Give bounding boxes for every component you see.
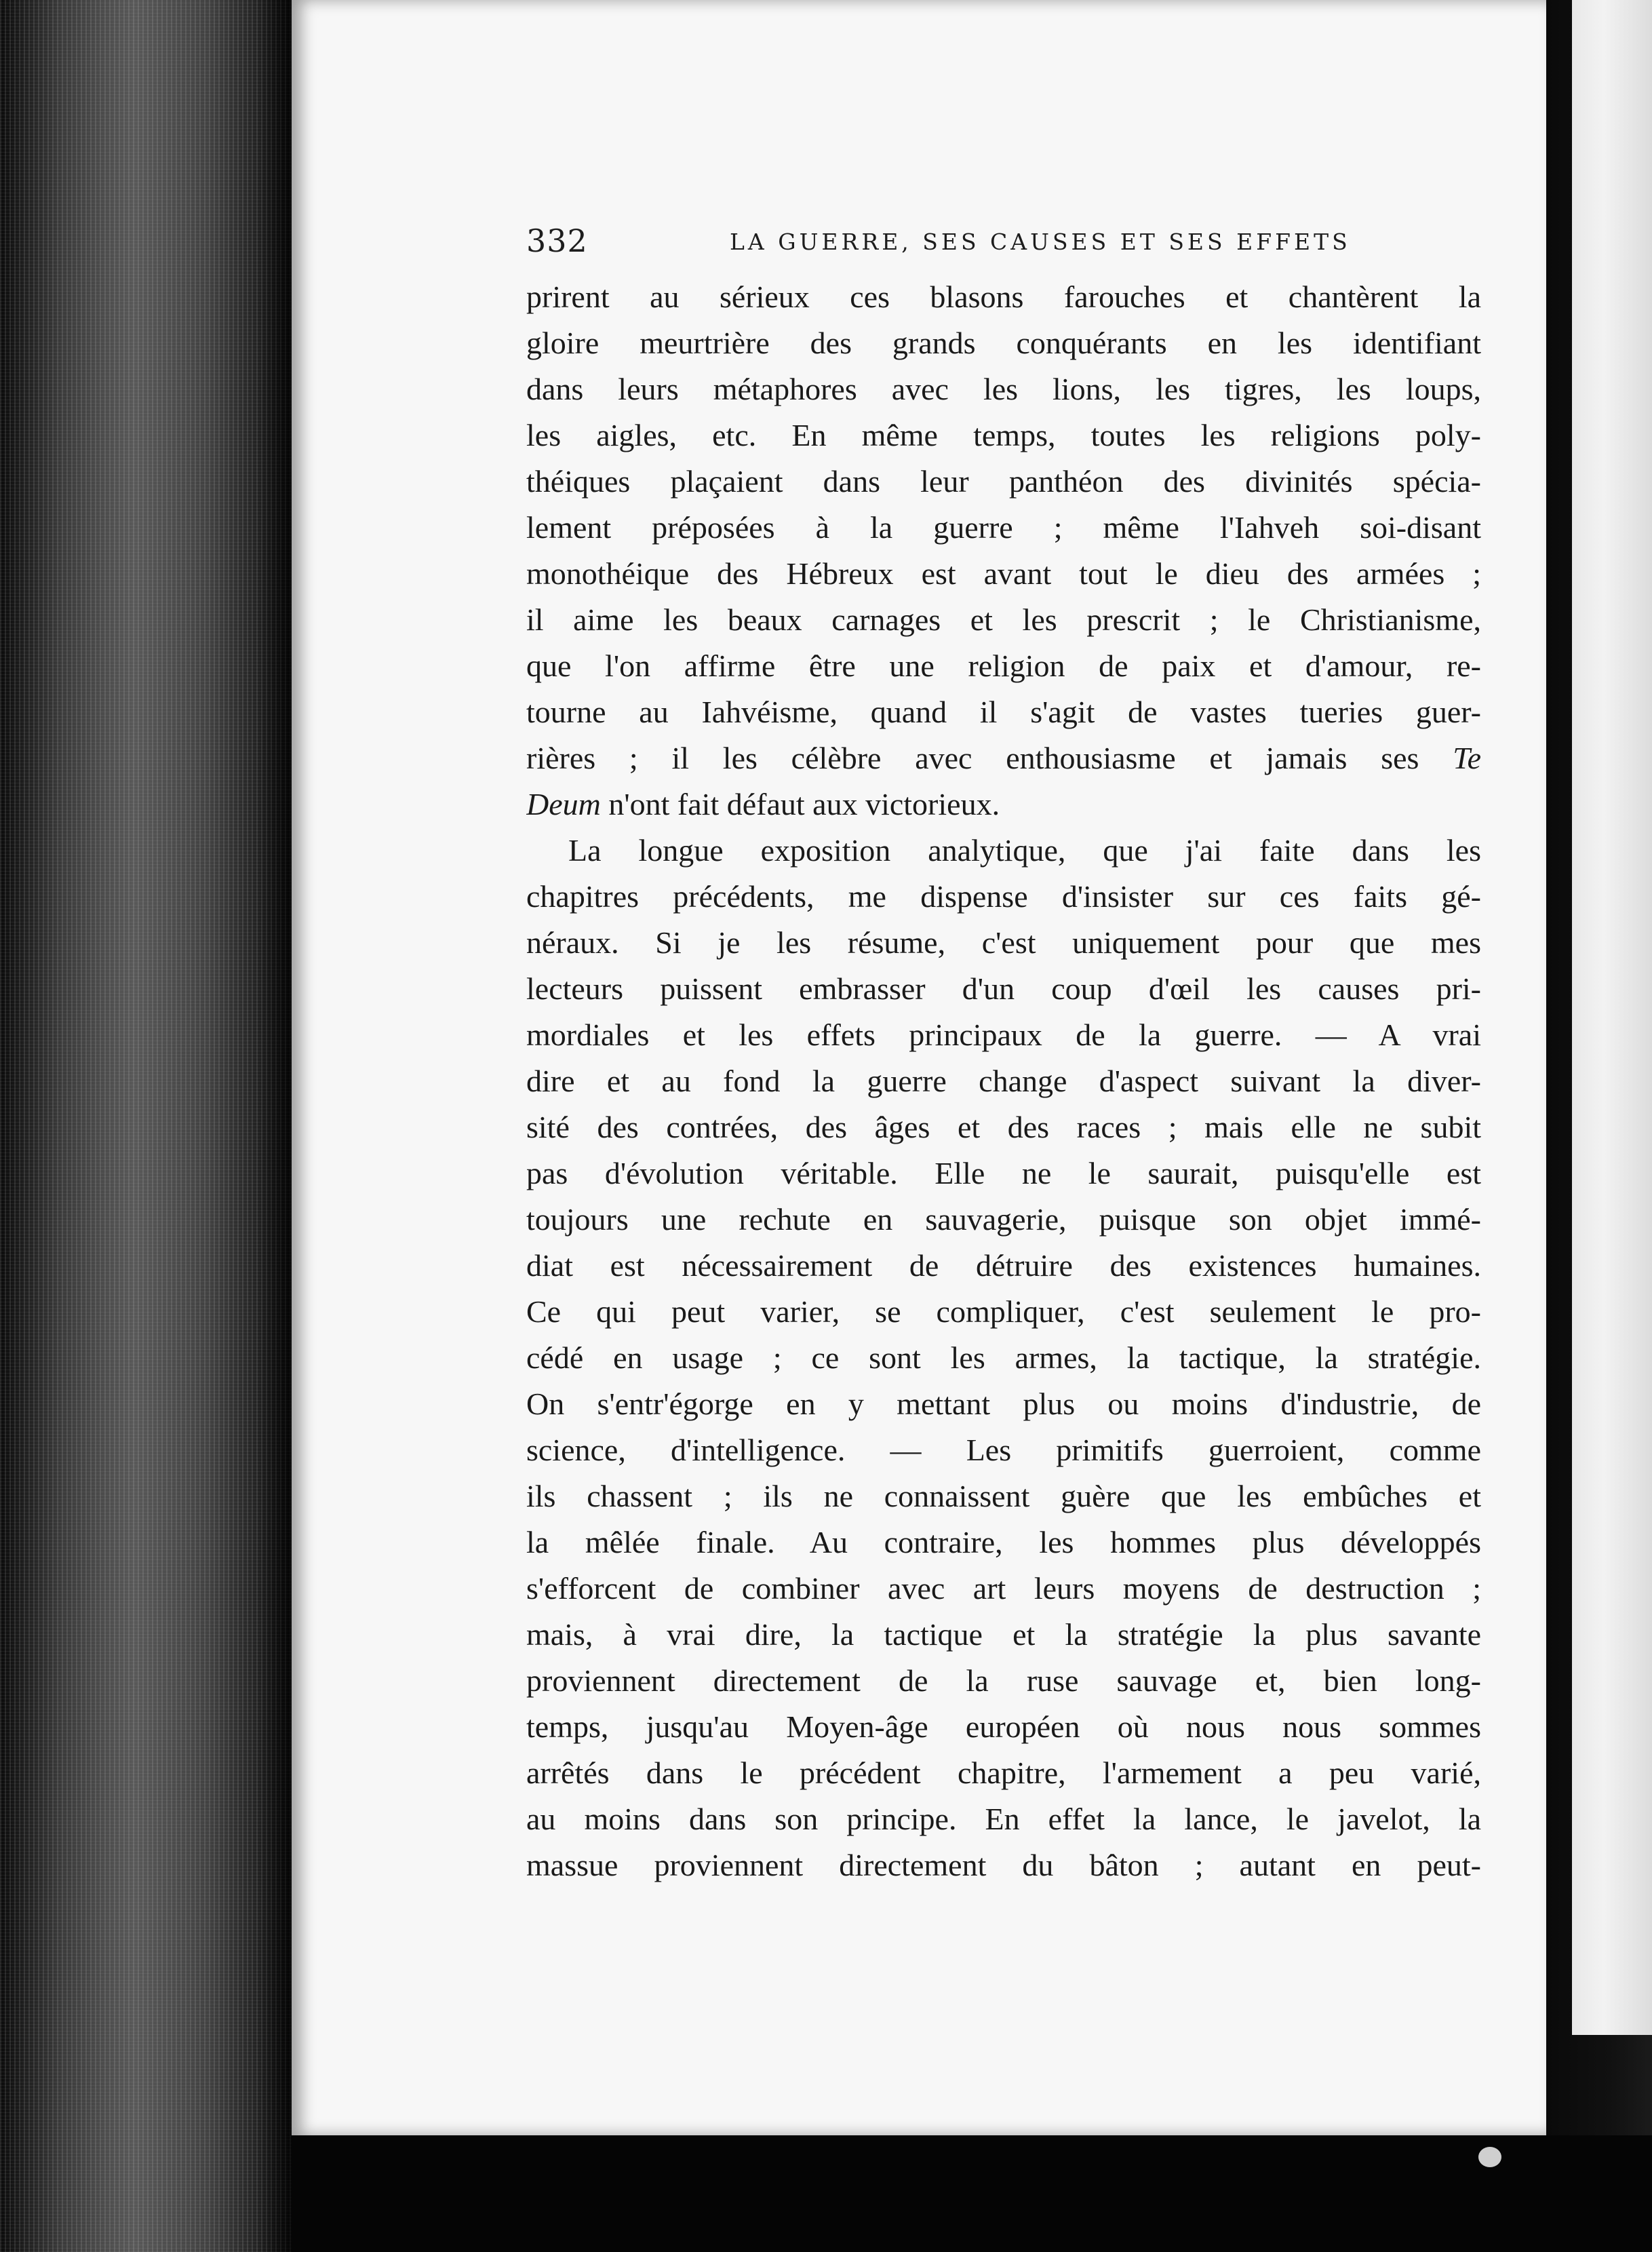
text-line: lecteurs puissent embrasser d'un coup d'œil les causes pri- bbox=[526, 971, 1481, 1006]
text-run: n'ont fait défaut aux victorieux. bbox=[600, 787, 1000, 821]
next-page-sliver bbox=[1572, 0, 1652, 2035]
text-line-with-italic bbox=[526, 781, 1481, 828]
text-line: néraux. Si je les résume, c'est uniquement pour que mes bbox=[526, 925, 1481, 960]
text-line: gloire meurtrière des grands conquérants en les identifiant bbox=[526, 326, 1481, 360]
text-line: dire et au fond la guerre change d'aspect suivant la diver- bbox=[526, 1064, 1481, 1098]
text-line: au moins dans son principe. En effet la lance, le javelot, la bbox=[526, 1802, 1481, 1836]
scan-bottom-border bbox=[292, 2135, 1652, 2252]
paper-blemish bbox=[1478, 2147, 1501, 2167]
text-line: il aime les beaux carnages et les prescrit ; le Christianisme, bbox=[526, 602, 1481, 637]
text-line: cédé en usage ; ce sont les armes, la tactique, la stratégie. bbox=[526, 1340, 1481, 1375]
text-line: la mêlée finale. Au contraire, les hommes plus développés bbox=[526, 1525, 1481, 1559]
text-line: science, d'intelligence. — Les primitifs guerroient, comme bbox=[526, 1433, 1481, 1467]
text-line: toujours une rechute en sauvagerie, puisque son objet immé- bbox=[526, 1202, 1481, 1237]
italic-term: Te bbox=[1453, 741, 1481, 775]
text-line: que l'on affirme être une religion de paix et d'amour, re- bbox=[526, 648, 1481, 683]
text-line: arrêtés dans le précédent chapitre, l'armement a peu varié, bbox=[526, 1755, 1481, 1790]
text-line: temps, jusqu'au Moyen-âge européen où nous nous sommes bbox=[526, 1709, 1481, 1744]
text-line: sité des contrées, des âges et des races ; mais elle ne subit bbox=[526, 1110, 1481, 1144]
text-line: Ce qui peut varier, se compliquer, c'est seulement le pro- bbox=[526, 1294, 1481, 1329]
text-line-with-italic bbox=[526, 735, 1481, 781]
text-line: théiques plaçaient dans leur panthéon des divinités spécia- bbox=[526, 464, 1481, 499]
text-line: les aigles, etc. En même temps, toutes les religions poly- bbox=[526, 418, 1481, 452]
text-line: dans leurs métaphores avec les lions, les tigres, les loups, bbox=[526, 372, 1481, 406]
text-line: lement préposées à la guerre ; même l'Iahveh soi-disant bbox=[526, 510, 1481, 545]
page-number: 332 bbox=[526, 222, 588, 259]
text-line: mordiales et les effets principaux de la guerre. — A vrai bbox=[526, 1017, 1481, 1052]
text-line: On s'entr'égorge en y mettant plus ou moins d'industrie, de bbox=[526, 1386, 1481, 1421]
text-line: massue proviennent directement du bâton ; autant en peut- bbox=[526, 1848, 1481, 1882]
page-header bbox=[526, 220, 1489, 261]
text-line: s'efforcent de combiner avec art leurs moyens de destruction ; bbox=[526, 1571, 1481, 1606]
text-line: chapitres précédents, me dispense d'insister sur ces faits gé- bbox=[526, 879, 1481, 914]
text-line: proviennent directement de la ruse sauvage et, bien long- bbox=[526, 1663, 1481, 1698]
italic-term: Deum bbox=[526, 787, 601, 821]
text-line: monothéique des Hébreux est avant tout le dieu des armées ; bbox=[526, 556, 1481, 591]
running-title: LA GUERRE, SES CAUSES ET SES EFFETS bbox=[730, 229, 1351, 255]
page-edges-left bbox=[0, 0, 298, 2252]
text-line: diat est nécessairement de détruire des existences humaines. bbox=[526, 1248, 1481, 1283]
text-run: rières ; il les célèbre avec enthousiasme et jamais ses bbox=[526, 741, 1453, 775]
text-line: tourne au Iahvéisme, quand il s'agit de vastes tueries guer- bbox=[526, 695, 1481, 729]
text-line: mais, à vrai dire, la tactique et la stratégie la plus savante bbox=[526, 1617, 1481, 1652]
text-line: ils chassent ; ils ne connaissent guère que les embûches et bbox=[526, 1479, 1481, 1513]
body-text bbox=[526, 274, 1481, 1888]
paragraph-start-line: La longue exposition analytique, que j'ai faite dans les bbox=[568, 833, 1481, 868]
text-line: pas d'évolution véritable. Elle ne le saurait, puisqu'elle est bbox=[526, 1156, 1481, 1190]
text-line: prirent au sérieux ces blasons farouches et chantèrent la bbox=[526, 279, 1481, 314]
